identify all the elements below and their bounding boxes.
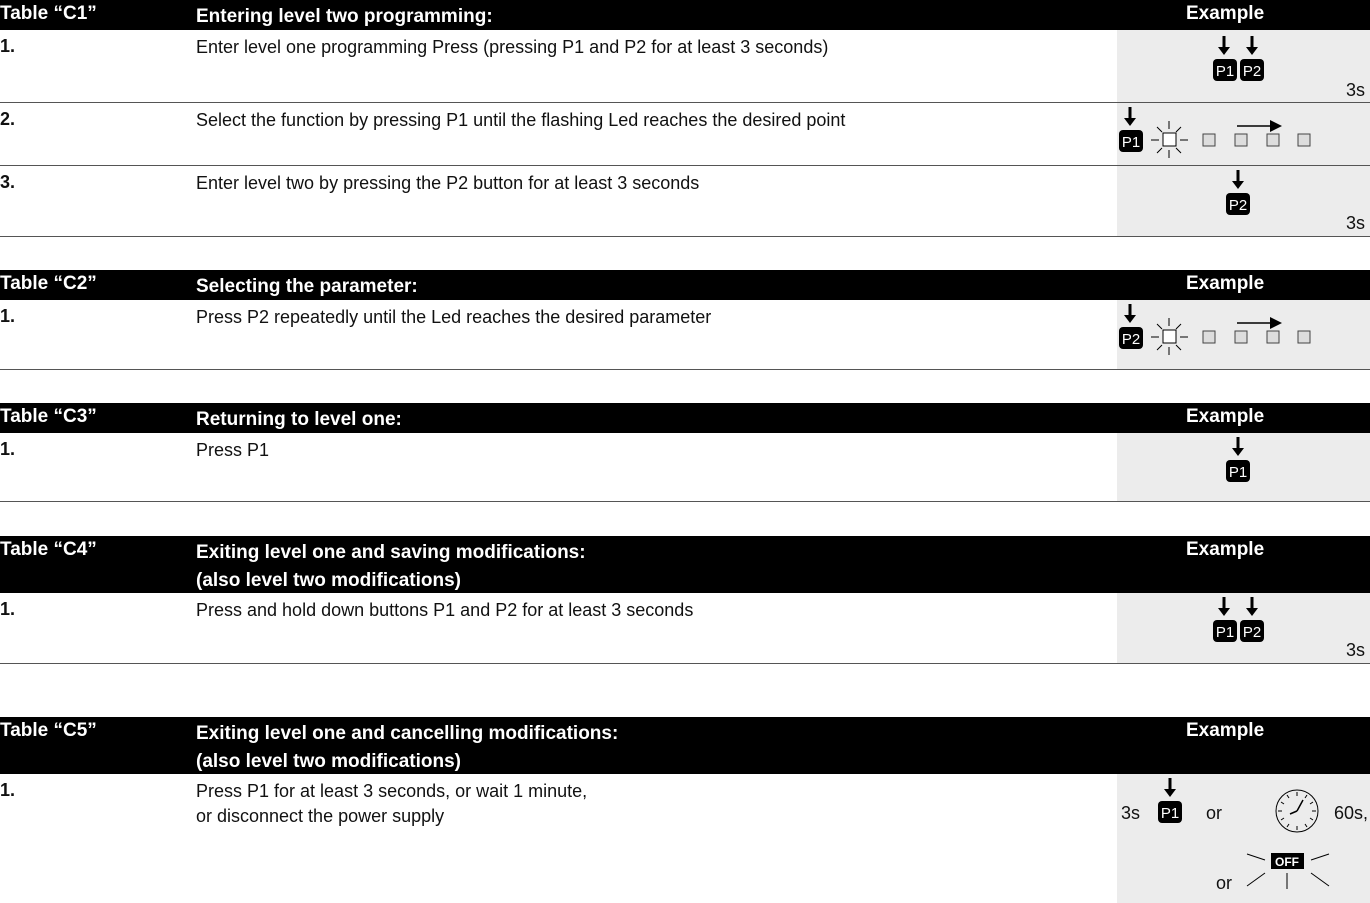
step-row <box>0 166 1370 237</box>
duration-label: 3s <box>1346 213 1366 233</box>
step-row <box>0 103 1370 166</box>
led-square-icon <box>1235 331 1247 343</box>
example-cell <box>1117 774 1370 903</box>
table-c1 <box>0 0 1370 237</box>
or-label: or <box>1206 803 1223 823</box>
table-title <box>196 720 618 776</box>
down-arrow-icon <box>1164 778 1176 797</box>
step-text: Press P1 <box>196 440 270 460</box>
button-p2-icon <box>1226 193 1250 215</box>
table-title-line: (also level two modifications) <box>196 751 461 772</box>
duration-label: 3s <box>1346 80 1366 100</box>
down-arrow-icon <box>1232 170 1244 189</box>
step-number: 3. <box>0 172 16 192</box>
button-p1-icon <box>1158 801 1182 823</box>
down-arrow-icon <box>1218 36 1230 55</box>
table-title: Returning to level one: <box>196 409 402 430</box>
down-arrow-icon <box>1232 437 1244 456</box>
table-title: Selecting the parameter: <box>196 276 418 297</box>
example-cell <box>1117 593 1370 663</box>
example-label: Example <box>1186 720 1265 741</box>
example-cell <box>1117 433 1370 501</box>
led-square-icon <box>1298 331 1310 343</box>
step-text: Select the function by pressing P1 until the flashing Led reaches the desired point <box>196 110 846 130</box>
power-off-icon <box>1247 853 1329 889</box>
step-number: 1. <box>0 306 16 326</box>
example-graphic <box>1117 300 1370 369</box>
down-arrow-icon <box>1218 597 1230 616</box>
flashing-led-icon <box>1151 121 1188 158</box>
table-header <box>0 270 1370 300</box>
down-arrow-icon <box>1246 597 1258 616</box>
table-header <box>0 0 1370 30</box>
step-text: Enter level two by pressing the P2 button for at least 3 seconds <box>196 173 700 193</box>
table-name: Table “C5” <box>0 720 97 741</box>
button-label: P2 <box>1121 331 1141 348</box>
table-name: Table “C3” <box>0 406 97 427</box>
or-label: or <box>1216 873 1233 893</box>
table-name: Table “C2” <box>0 273 97 294</box>
table-c5 <box>0 717 1370 903</box>
led-square-icon <box>1267 331 1279 343</box>
step-row <box>0 300 1370 370</box>
step-row <box>0 774 1370 903</box>
step-text: Press and hold down buttons P1 and P2 for at least 3 seconds <box>196 600 694 620</box>
button-label: P1 <box>1160 805 1180 822</box>
button-p1-icon <box>1213 620 1237 642</box>
step-text-line: Press P1 for at least 3 seconds, or wait 1 minute, <box>196 781 588 801</box>
right-arrow-icon <box>1237 120 1282 132</box>
example-graphic <box>1117 30 1370 102</box>
step-number: 1. <box>0 439 16 459</box>
table-title-line: Exiting level one and cancelling modifications: <box>196 723 619 744</box>
example-graphic <box>1117 774 1370 903</box>
example-graphic <box>1117 593 1370 663</box>
example-label: Example <box>1186 273 1265 294</box>
example-graphic <box>1117 166 1370 236</box>
example-label: Example <box>1186 539 1265 560</box>
example-graphic <box>1117 103 1370 165</box>
example-cell <box>1117 300 1370 369</box>
table-header <box>0 403 1370 433</box>
step-number: 1. <box>0 599 16 619</box>
led-square-icon <box>1235 134 1247 146</box>
button-label: P1 <box>1121 134 1141 151</box>
button-label: P2 <box>1242 63 1262 80</box>
button-label: P2 <box>1242 624 1262 641</box>
led-square-icon <box>1203 134 1215 146</box>
step-number: 1. <box>0 36 16 56</box>
table-title <box>196 539 586 595</box>
led-square-icon <box>1298 134 1310 146</box>
led-square-icon <box>1267 134 1279 146</box>
example-label: Example <box>1186 3 1265 24</box>
clock-icon <box>1276 790 1318 832</box>
table-c3 <box>0 403 1370 502</box>
duration-label: 3s <box>1121 803 1141 823</box>
example-cell <box>1117 30 1370 102</box>
down-arrow-icon <box>1124 107 1136 126</box>
button-label: P1 <box>1215 624 1235 641</box>
table-title-line: (also level two modifications) <box>196 570 461 591</box>
table-c4 <box>0 536 1370 664</box>
duration-label: 3s <box>1346 640 1366 660</box>
button-p2-icon <box>1240 59 1264 81</box>
button-label: P1 <box>1215 63 1235 80</box>
example-graphic <box>1117 433 1370 501</box>
table-c2 <box>0 270 1370 370</box>
example-label: Example <box>1186 406 1265 427</box>
table-name: Table “C4” <box>0 539 97 560</box>
down-arrow-icon <box>1124 304 1136 323</box>
right-arrow-icon <box>1237 317 1282 329</box>
step-text: Press P2 repeatedly until the Led reaches the desired parameter <box>196 307 712 327</box>
button-label: P2 <box>1228 197 1248 214</box>
off-label: OFF <box>1275 855 1299 869</box>
table-title-line: Exiting level one and saving modifications: <box>196 542 586 563</box>
step-number: 2. <box>0 109 16 129</box>
example-cell <box>1117 103 1370 165</box>
duration-label: 60s, <box>1334 803 1369 823</box>
step-row <box>0 593 1370 664</box>
example-cell <box>1117 166 1370 236</box>
table-name: Table “C1” <box>0 3 97 24</box>
step-text <box>196 779 587 829</box>
step-text-line: or disconnect the power supply <box>196 806 445 826</box>
down-arrow-icon <box>1246 36 1258 55</box>
button-p2-icon <box>1119 327 1143 349</box>
table-header <box>0 717 1370 774</box>
button-p1-icon <box>1213 59 1237 81</box>
button-p2-icon <box>1240 620 1264 642</box>
step-number: 1. <box>0 780 16 800</box>
table-header <box>0 536 1370 593</box>
step-text: Enter level one programming Press (pressing P1 and P2 for at least 3 seconds) <box>196 37 829 57</box>
button-p1-icon <box>1226 460 1250 482</box>
step-row <box>0 433 1370 502</box>
step-row <box>0 30 1370 103</box>
led-square-icon <box>1203 331 1215 343</box>
table-title: Entering level two programming: <box>196 6 493 27</box>
button-p1-icon <box>1119 130 1143 152</box>
button-label: P1 <box>1228 464 1248 481</box>
flashing-led-icon <box>1151 318 1188 355</box>
